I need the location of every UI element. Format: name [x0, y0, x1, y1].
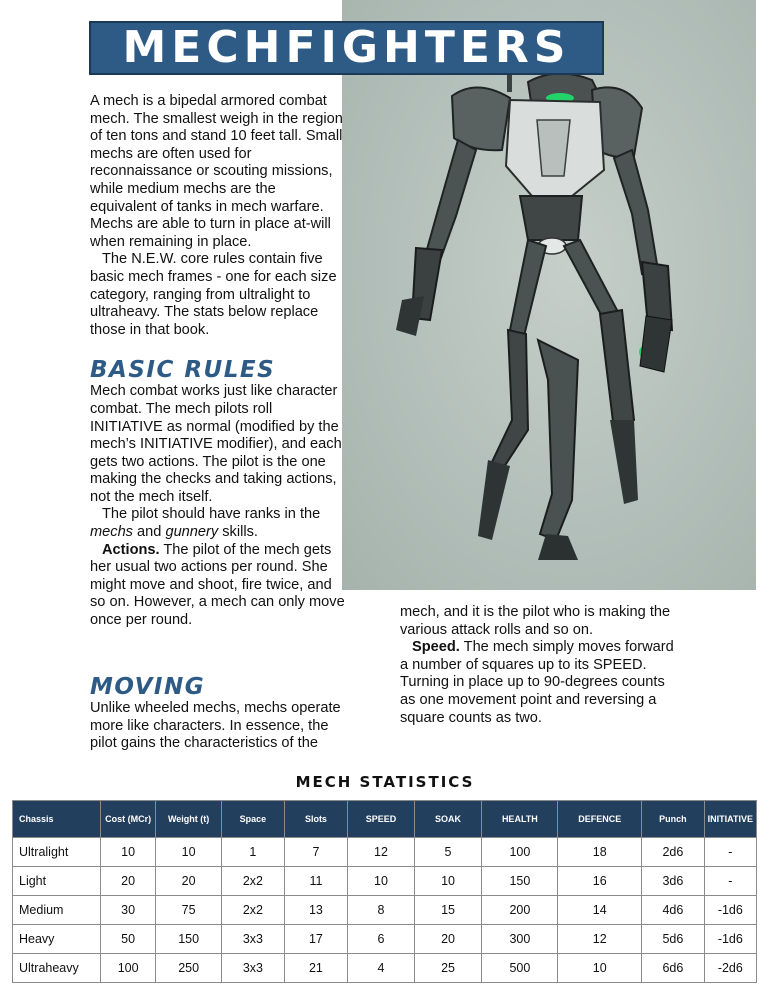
- basic-rules-paragraph-1: Mech combat works just like character combat. The mech pilots roll INITIATIVE as normal (modified by the mech’s INITIATIVE modifier), and each gets two actions. The pilot is the one making the checks and taking actions, not the mech itself.: [90, 383, 342, 505]
- cell-punch: 4d6: [642, 896, 704, 925]
- moving-paragraph: Unlike wheeled mechs, mechs operate more like characters. In essence, the pilot gains the characteristics of the: [90, 700, 341, 752]
- cell-slots: 13: [284, 896, 348, 925]
- cell-chassis: Ultralight: [13, 838, 101, 867]
- continued-paragraph: mech, and it is the pilot who is making the various attack rolls and so on.: [400, 604, 671, 638]
- cell-chassis: Ultraheavy: [13, 954, 101, 983]
- page-title: MECHFIGHTERS: [122, 22, 571, 73]
- cell-defence: 12: [558, 925, 642, 954]
- cell-health: 100: [482, 838, 558, 867]
- cell-cost: 100: [101, 954, 156, 983]
- mech-illustration: [342, 0, 756, 590]
- cell-punch: 6d6: [642, 954, 704, 983]
- cell-weight: 150: [156, 925, 222, 954]
- table-row: [13, 896, 757, 925]
- speed-paragraph: Speed. The mech simply moves forward a number of squares up to its SPEED. Turning in place up to 90-degrees counts as one movement point and reversing a square counts as two.: [400, 639, 674, 726]
- actions-paragraph: Actions. The pilot of the mech gets her usual two actions per round. She might move and shoot, fire twice, and so on. However, a mech can only move once per round.: [90, 541, 345, 629]
- cell-space: 3x3: [222, 925, 284, 954]
- cell-initiative: -1d6: [704, 896, 756, 925]
- cell-health: 300: [482, 925, 558, 954]
- cell-weight: 250: [156, 954, 222, 983]
- moving-heading: MOVING: [90, 674, 206, 700]
- right-column: [400, 604, 675, 727]
- mech-statistics-table: [12, 800, 757, 983]
- cell-soak: 5: [414, 838, 482, 867]
- basic-rules-paragraph-2: The pilot should have ranks in the mechs and gunnery skills.: [90, 506, 321, 541]
- cell-initiative: -2d6: [704, 954, 756, 983]
- cell-weight: 20: [156, 867, 222, 896]
- header-speed: SPEED: [348, 801, 414, 838]
- cell-health: 500: [482, 954, 558, 983]
- cell-cost: 50: [101, 925, 156, 954]
- cell-initiative: -: [704, 867, 756, 896]
- actions-label: Actions.: [102, 541, 160, 558]
- cell-punch: 5d6: [642, 925, 704, 954]
- header-health: HEALTH: [482, 801, 558, 838]
- cell-speed: 6: [348, 925, 414, 954]
- cell-punch: 3d6: [642, 867, 704, 896]
- cell-speed: 10: [348, 867, 414, 896]
- header-space: Space: [222, 801, 284, 838]
- table-row: [13, 925, 757, 954]
- header-weight: Weight (t): [156, 801, 222, 838]
- table-header-row: [13, 801, 757, 838]
- cell-defence: 14: [558, 896, 642, 925]
- cell-weight: 75: [156, 896, 222, 925]
- intro-paragraph-2: The N.E.W. core rules contain five basic mech frames - one for each size category, ranging from ultralight to ultraheavy. The stats below replace those in that book.: [90, 251, 337, 338]
- cell-cost: 30: [101, 896, 156, 925]
- cell-initiative: -: [704, 838, 756, 867]
- cell-health: 150: [482, 867, 558, 896]
- cell-initiative: -1d6: [704, 925, 756, 954]
- moving-section: [90, 674, 352, 753]
- cell-slots: 21: [284, 954, 348, 983]
- basic-rules-heading: BASIC RULES: [90, 357, 276, 384]
- header-slots: Slots: [284, 801, 348, 838]
- cell-slots: 11: [284, 867, 348, 896]
- mech-robot-drawing: [342, 0, 756, 590]
- cell-space: 2x2: [222, 896, 284, 925]
- cell-soak: 25: [414, 954, 482, 983]
- cell-chassis: Heavy: [13, 925, 101, 954]
- cell-space: 2x2: [222, 867, 284, 896]
- cell-health: 200: [482, 896, 558, 925]
- cell-soak: 20: [414, 925, 482, 954]
- header-defence: DEFENCE: [558, 801, 642, 838]
- cell-punch: 2d6: [642, 838, 704, 867]
- cell-speed: 4: [348, 954, 414, 983]
- table-row: [13, 838, 757, 867]
- speed-label: Speed.: [412, 639, 460, 656]
- cell-speed: 12: [348, 838, 414, 867]
- header-initiative: INITIATIVE: [704, 801, 756, 838]
- cell-slots: 7: [284, 838, 348, 867]
- intro-paragraph-1: A mech is a bipedal armored combat mech. The smallest weigh in the region of ten tons and stand 10 feet tall. Small mechs are often used for reconnaissance or scouting missions, while medium mechs are the equivalent of tanks in mech warfare. Mechs are able to turn in place at-will when remaining in place.: [90, 93, 343, 250]
- cell-defence: 10: [558, 954, 642, 983]
- cell-cost: 10: [101, 838, 156, 867]
- header-soak: SOAK: [414, 801, 482, 838]
- cell-cost: 20: [101, 867, 156, 896]
- table-row: [13, 867, 757, 896]
- cell-weight: 10: [156, 838, 222, 867]
- header-punch: Punch: [642, 801, 704, 838]
- title-banner: [89, 21, 604, 75]
- left-column: [90, 93, 345, 630]
- cell-chassis: Medium: [13, 896, 101, 925]
- cell-defence: 18: [558, 838, 642, 867]
- cell-space: 1: [222, 838, 284, 867]
- cell-defence: 16: [558, 867, 642, 896]
- cell-speed: 8: [348, 896, 414, 925]
- cell-soak: 15: [414, 896, 482, 925]
- table-row: [13, 954, 757, 983]
- cell-space: 3x3: [222, 954, 284, 983]
- cell-soak: 10: [414, 867, 482, 896]
- cell-slots: 17: [284, 925, 348, 954]
- table-title: MECH STATISTICS: [295, 773, 475, 791]
- header-chassis: Chassis: [13, 801, 101, 838]
- cell-chassis: Light: [13, 867, 101, 896]
- header-cost: Cost (MCr): [101, 801, 156, 838]
